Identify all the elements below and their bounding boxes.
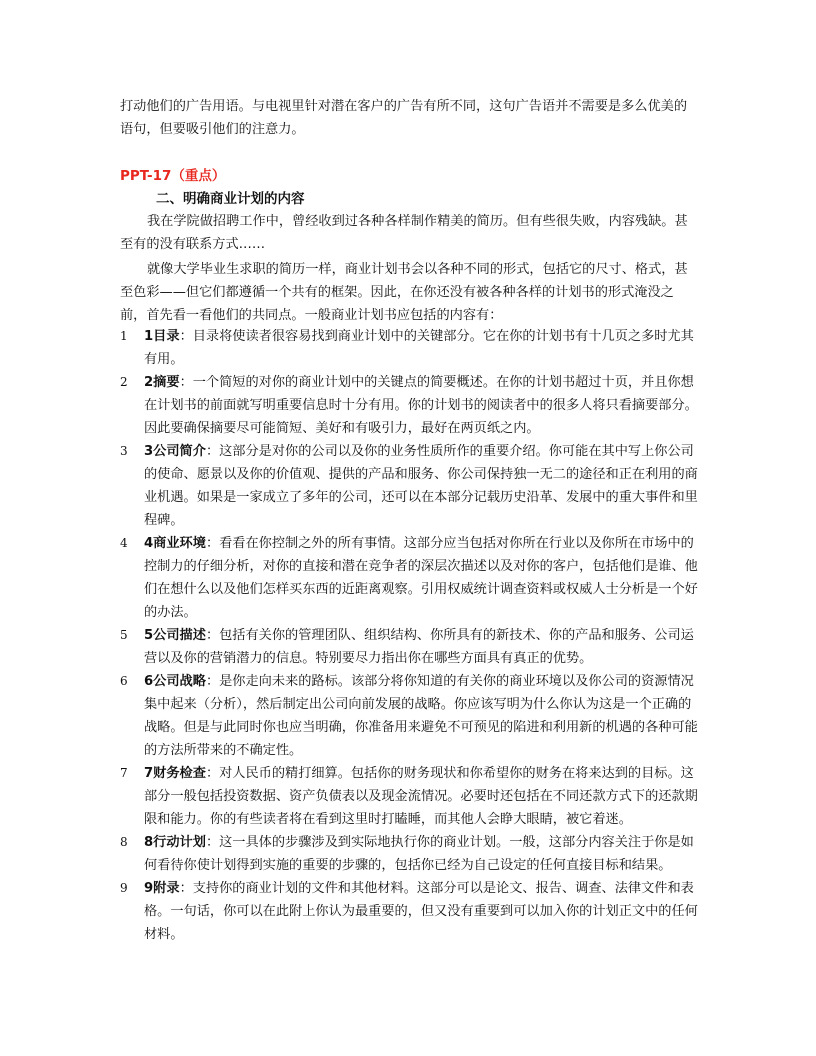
item-text: ：支持你的商业计划的文件和其他材料。这部分可以是论文、报告、调查、法律文件和表格。一句话，你可以在此附上你认为最重要的，但又没有重要到可以加入你的计划正文中的任何材料。: [144, 881, 698, 942]
list-number: 1: [120, 329, 128, 343]
continuation-paragraph: 打动他们的广告用语。与电视里针对潜在客户的广告有所不同，这句广告语并不需要是多么优美的语句，但要吸引他们的注意力。: [120, 99, 688, 137]
list-number: 6: [120, 674, 128, 688]
intro-paragraph-1: 我在学院做招聘工作中，曾经收到过各种各样制作精美的简历。但有些很失败，内容残缺。甚至有的没有联系方式……: [120, 214, 688, 252]
list-number: 9: [120, 881, 128, 895]
list-number: 3: [120, 444, 128, 458]
item-text: ：目录将使读者很容易找到商业计划中的关键部分。它在你的计划书有十几页之多时尤其有用。: [144, 329, 694, 367]
list-number: 8: [120, 835, 128, 849]
intro-paragraph-2: 就像大学毕业生求职的简历一样，商业计划书会以各种不同的形式，包括它的尺寸、格式，甚至色彩——但它们都遵循一个共有的框架。因此，在你还没有被各种各样的计划书的形式淹没之前，首先看一看他们的共同点。一般商业计划书应包括的内容有：: [120, 262, 688, 323]
list-item: [120, 325, 700, 371]
item-label: 6公司战略: [144, 674, 206, 689]
item-text: ：看看在你控制之外的所有事情。这部分应当包括对你所在行业以及你所在市场中的控制力的仔细分析，对你的直接和潜在竞争者的深层次描述以及对你的客户，包括他们是谁、他们在想什么以及他们怎样买东西的近距离观察。引用权威统计调查资料或权威人士分析是一个好的办法。: [144, 536, 698, 620]
item-label: 5公司描述: [144, 628, 206, 643]
item-label: 1目录: [144, 329, 180, 344]
list-number: 5: [120, 628, 128, 642]
list-item: [120, 440, 700, 532]
section-heading: 二、明确商业计划的内容: [156, 191, 305, 207]
item-text: ：是你走向未来的路标。该部分将你知道的有关你的商业环境以及你公司的资源情况集中起来（分析），然后制定出公司向前发展的战略。你应该写明为什么你认为这是一个正确的战略。但是与此同时你也应当明确，你准备用来避免不可预见的陷进和利用新的机遇的各种可能的方法所带来的不确定性。: [144, 674, 698, 758]
item-label: 3公司简介: [144, 444, 206, 459]
list-item: [120, 624, 700, 670]
item-text: ：一个简短的对你的商业计划中的关键点的简要概述。在你的计划书超过十页，并且你想在计划书的前面就写明重要信息时十分有用。你的计划书的阅读者中的很多人将只看摘要部分。因此要确保摘要尽可能简短、美好和有吸引力，最好在两页纸之内。: [144, 375, 698, 436]
item-text: ：包括有关你的管理团队、组织结构、你所具有的新技术、你的产品和服务、公司运营以及你的营销潜力的信息。特别要尽力指出你在哪些方面具有真正的优势。: [144, 628, 694, 666]
item-text: ：这部分是对你的公司以及你的业务性质所作的重要介绍。你可能在其中写上你公司的使命、愿景以及你的价值观、提供的产品和服务、你公司保持独一无二的途径和正在利用的商业机遇。如果是一家成立了多年的公司，还可以在本部分记载历史沿革、发展中的重大事件和里程碑。: [144, 444, 698, 528]
list-item: [120, 762, 700, 831]
list-number: 7: [120, 766, 128, 780]
list-number: 2: [120, 375, 128, 389]
list-item: [120, 371, 700, 440]
list-number: 4: [120, 536, 128, 550]
list-item: [120, 831, 700, 877]
item-label: 7财务检查: [144, 766, 206, 781]
item-label: 4商业环境: [144, 536, 206, 551]
item-label: 2摘要: [144, 375, 180, 390]
ppt-tag: PPT-17（重点）: [120, 168, 226, 184]
item-text: ：对人民币的精打细算。包括你的财务现状和你希望你的财务在将来达到的目标。这部分一般包括投资数据、资产负债表以及现金流情况。必要时还包括在不同还款方式下的还款期限和能力。你的有些读者将在看到这里时打瞌睡，而其他人会睁大眼睛，被它着迷。: [144, 766, 698, 827]
item-label: 8行动计划: [144, 835, 206, 850]
item-text: ：这一具体的步骤涉及到实际地执行你的商业计划。一般，这部分内容关注于你是如何看待你使计划得到实施的重要的步骤的，包括你已经为自己设定的任何直接目标和结果。: [144, 835, 694, 873]
list-item: [120, 877, 700, 946]
contents-list: [120, 325, 700, 946]
item-label: 9附录: [144, 881, 180, 896]
list-item: [120, 532, 700, 624]
list-item: [120, 670, 700, 762]
